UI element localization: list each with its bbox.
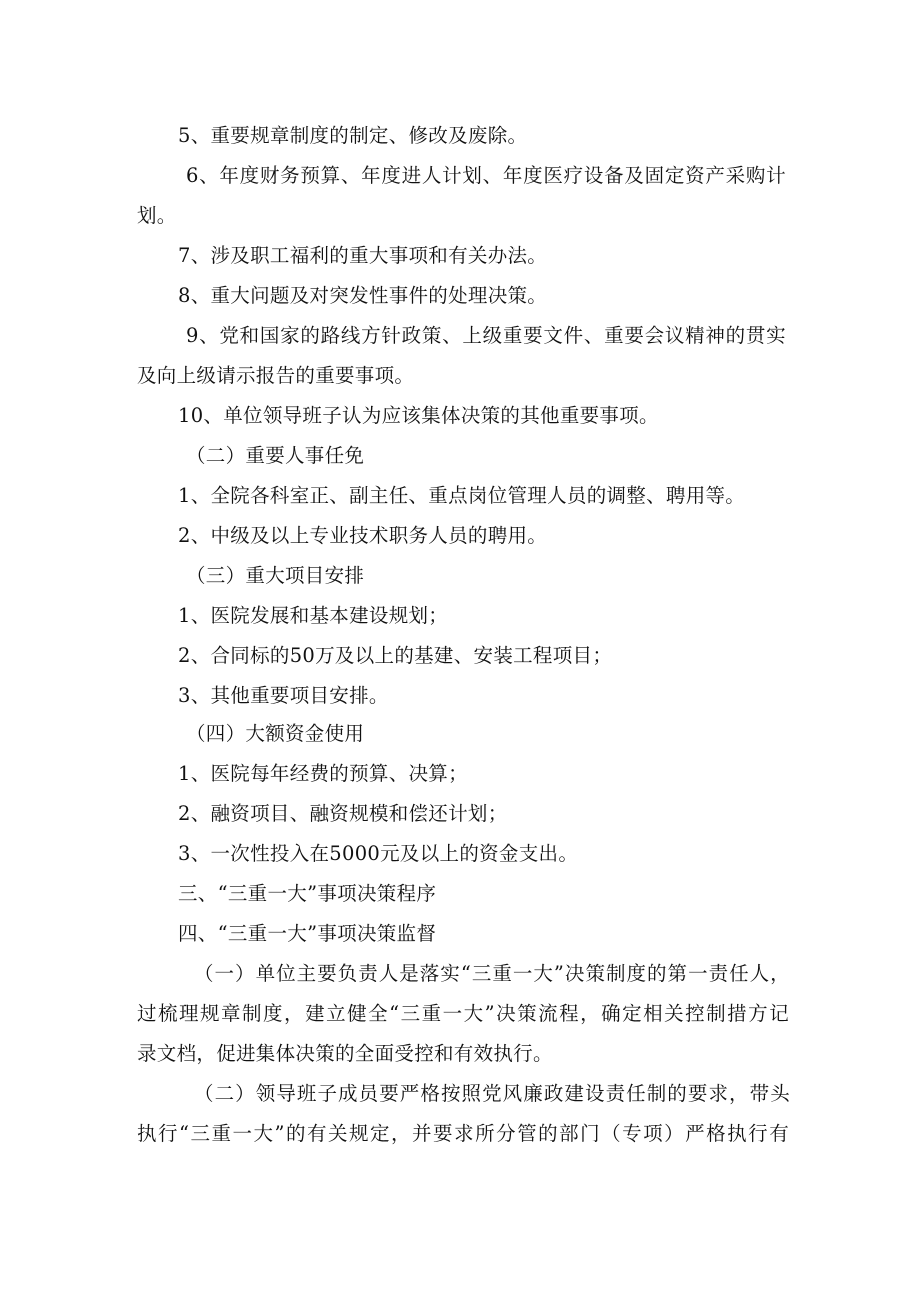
section-heading: （二）重要人事任免	[186, 444, 365, 467]
text-line: 5、重要规章制度的制定、修改及废除。	[178, 124, 528, 147]
section-heading: 四、“三重一大”事项决策监督	[178, 922, 437, 945]
text-line: 7、涉及职工福利的重大事项和有关办法。	[178, 244, 548, 267]
text-line: 8、重大问题及对突发性事件的处理决策。	[178, 284, 548, 307]
text-line: 1、全院各科室正、副主任、重点岗位管理人员的调整、聘用等。	[178, 484, 746, 507]
text-line: （一）单位主要负责人是落实“三重一大”决策制度的第一责任人，	[194, 962, 790, 985]
text-line: 6、年度财务预算、年度进人计划、年度医疗设备及固定资产采购计	[186, 164, 786, 187]
text-line: 9、党和国家的路线方针政策、上级重要文件、重要会议精神的贯实	[186, 324, 786, 347]
text-line: 3、其他重要项目安排。	[178, 684, 389, 707]
text-line: 执行“三重一大”的有关规定，并要求所分管的部门（专项）严格执行有	[137, 1122, 789, 1145]
section-heading: （三）重大项目安排	[186, 564, 365, 587]
text-line: 10、单位领导班子认为应该集体决策的其他重要事项。	[178, 404, 659, 427]
text-line: 过梳理规章制度，建立健全“三重一大”决策流程，确定相关控制措方记	[137, 1002, 789, 1025]
text-line: 录文档，促进集体决策的全面受控和有效执行。	[137, 1042, 553, 1065]
text-line: 2、融资项目、融资规模和偿还计划；	[178, 802, 508, 825]
text-line: 1、医院发展和基本建设规划；	[178, 604, 449, 627]
text-line: 划。	[137, 204, 177, 227]
section-heading: （四）大额资金使用	[186, 722, 365, 745]
section-heading: 三、“三重一大”事项决策程序	[178, 882, 437, 905]
text-line: 及向上级请示报告的重要事项。	[137, 364, 415, 387]
text-line: 3、一次性投入在5000元及以上的资金支出。	[178, 842, 579, 865]
text-line: 2、合同标的50万及以上的基建、安装工程项目；	[178, 644, 613, 667]
text-line: 2、中级及以上专业技术职务人员的聘用。	[178, 524, 548, 547]
text-line: 1、医院每年经费的预算、决算；	[178, 762, 468, 785]
text-line: （二）领导班子成员要严格按照党风廉政建设责任制的要求，带头	[194, 1082, 790, 1105]
